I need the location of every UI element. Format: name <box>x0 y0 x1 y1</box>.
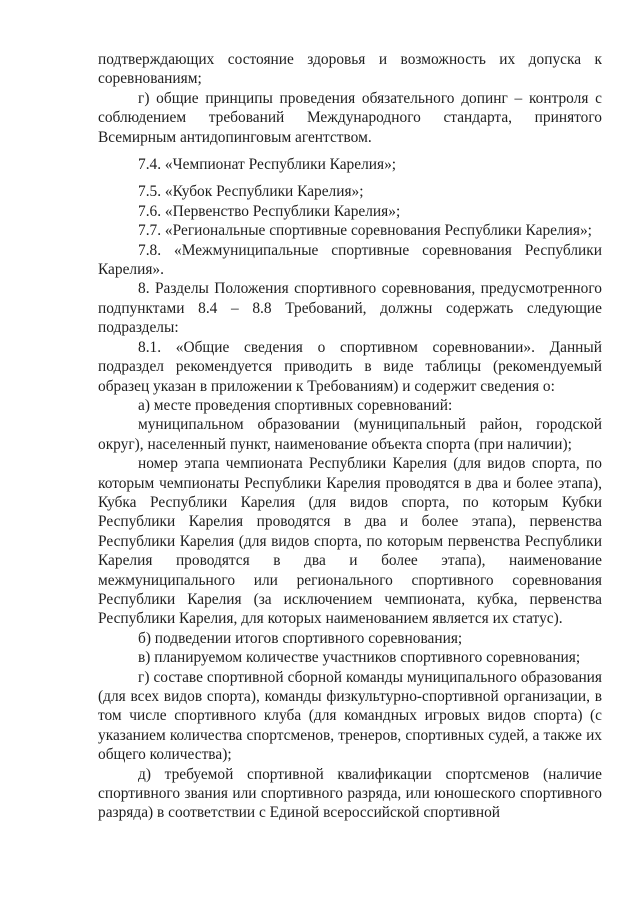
paragraph-8: 8. Разделы Положения спортивного соревнования, предусмотренного подпунктами 8.4 – 8.8 Требований, должны содержать следующие подразделы: <box>98 280 602 337</box>
paragraph-doping-control: г) общие принципы проведения обязательного допинг – контроля с соблюдением требований Международного стандарта, принятого Всемирным антидопинговым агентством. <box>98 89 602 146</box>
paragraph-7-5: 7.5. «Кубок Республики Карелия»; <box>138 183 364 201</box>
paragraph-item-a: а) месте проведения спортивных соревнований: <box>138 396 453 414</box>
paragraph-item-g: г) составе спортивной сборной команды муниципального образования (для всех видов спорта), команды физкультурно-спортивной организации, в том числе спортивного клуба (для командных игровых видов спорта) (с указанием количества спортсменов, тренеров, спортивных судей, а также их общего количества); <box>98 668 602 764</box>
paragraph-stage-number: номер этапа чемпионата Республики Карелия (для видов спорта, по которым чемпионаты Республики Карелия проводятся в два и более этапа), Кубка Республики Карелия (для видов спорта, по которым Кубки Республики Карелия проводятся в два и более этапа), первенства Республики Карелия (для видов спорта, по которым первенства Республики Карелия проводятся в два и более этапа), наименование межмуниципального или регионального спортивного соревнования Республики Карелия (за исключением чемпионата, кубка, первенства Республики Карелия, для которых наименованием является их статус). <box>98 455 602 628</box>
paragraph-7-7: 7.7. «Региональные спортивные соревнования Республики Карелия»; <box>138 222 592 240</box>
paragraph-item-v: в) планируемом количестве участников спортивного соревнования; <box>138 649 581 667</box>
document-body <box>98 50 602 823</box>
paragraph-item-b: б) подведении итогов спортивного соревнования; <box>138 629 463 647</box>
paragraph-item-d: д) требуемой спортивной квалификации спортсменов (наличие спортивного звания или спортивного разряда, или юношеского спортивного разряда) в соответствии с Единой всероссийской спортивной <box>98 765 602 822</box>
paragraph-7-8: 7.8. «Межмуниципальные спортивные соревнования Республики Карелия». <box>98 241 602 279</box>
paragraph-health-docs: подтверждающих состояние здоровья и возможность их допуска к соревнованиям; <box>98 51 602 88</box>
paragraph-7-6: 7.6. «Первенство Республики Карелия»; <box>138 202 401 220</box>
paragraph-municipality: муниципальном образовании (муниципальный район, городской округ), населенный пункт, наименование объекта спорта (при наличии); <box>98 416 602 453</box>
paragraph-8-1: 8.1. «Общие сведения о спортивном соревновании». Данный подраздел рекомендуется приводить в виде таблицы (рекомендуемый образец указан в приложении к Требованиям) и содержит сведения о: <box>98 338 602 395</box>
paragraph-7-4: 7.4. «Чемпионат Республики Карелия»; <box>138 156 397 174</box>
